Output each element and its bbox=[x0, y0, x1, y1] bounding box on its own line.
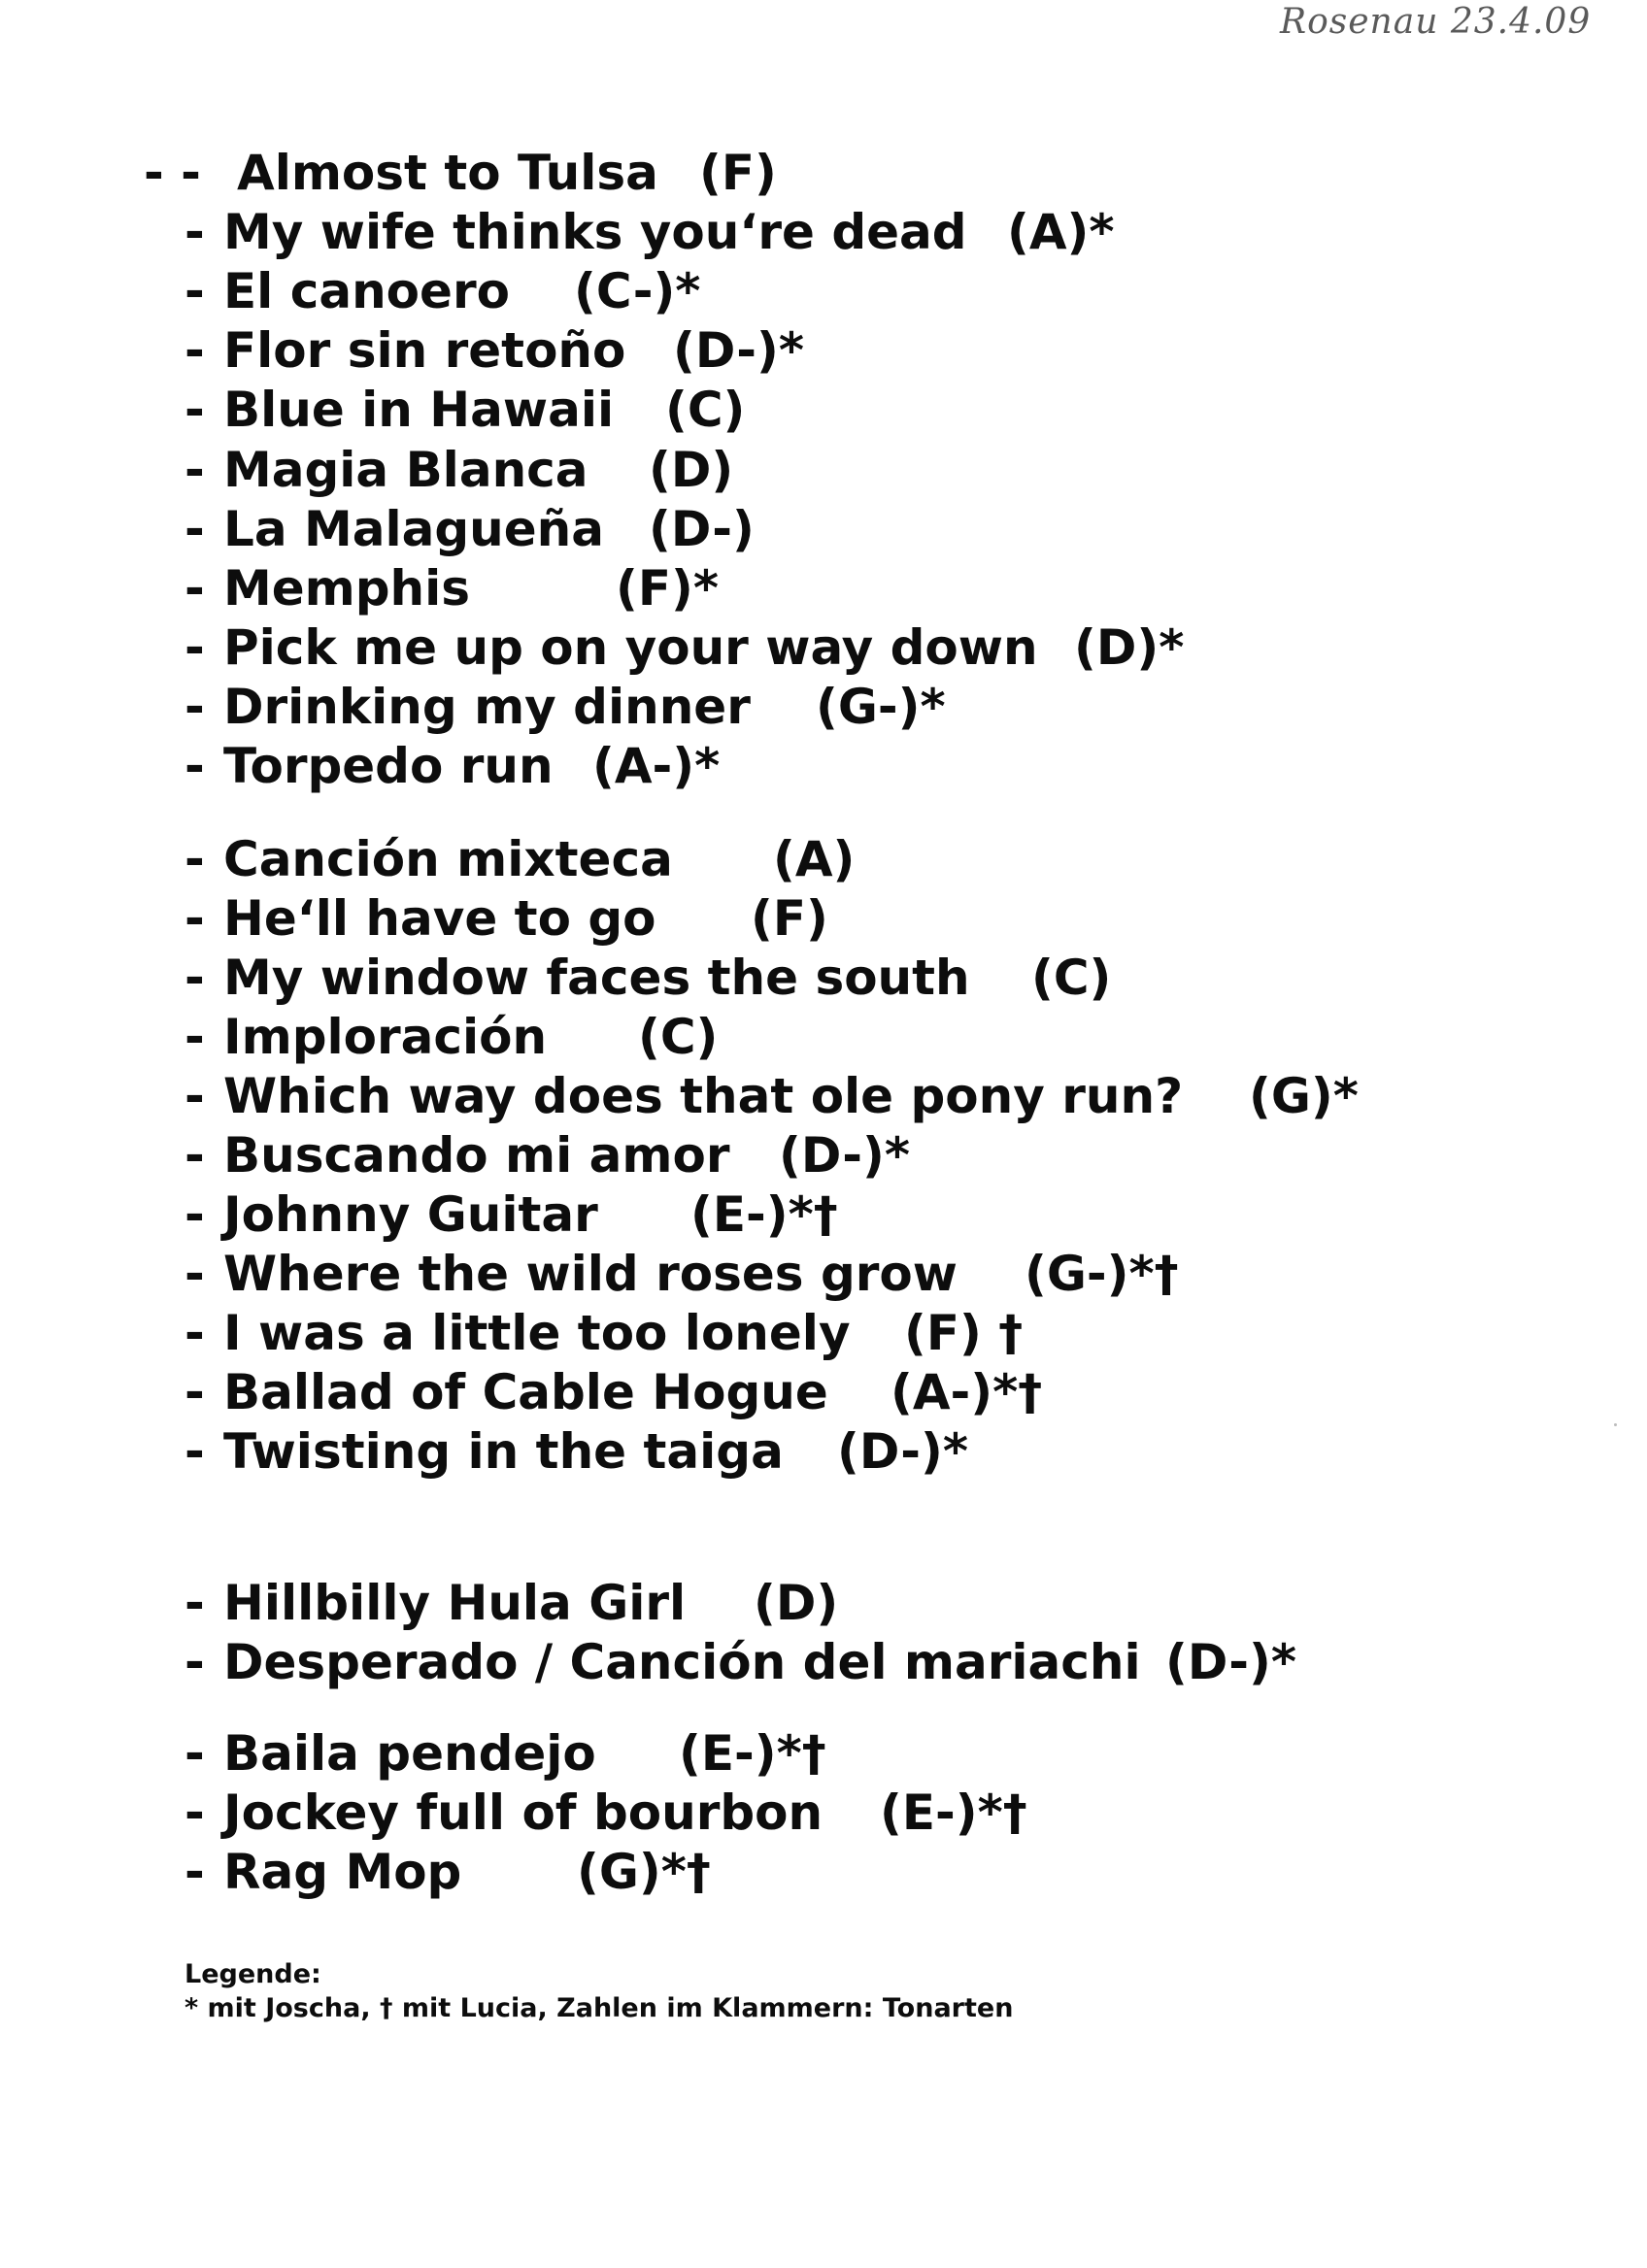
song-key: (F)* bbox=[616, 560, 720, 617]
song-title: Blue in Hawaii bbox=[223, 382, 615, 438]
song-key: (F) bbox=[699, 145, 777, 201]
setlist-row-almost-to-tulsa bbox=[0, 144, 1647, 202]
song-title: Buscando mi amor bbox=[223, 1127, 730, 1184]
row-dash: - bbox=[185, 1246, 205, 1302]
song-title: La Malagueña bbox=[223, 501, 605, 557]
row-dash: - bbox=[185, 322, 205, 379]
song-title: El canoero bbox=[223, 263, 510, 319]
row-dash: - bbox=[185, 560, 205, 617]
row-dash: - bbox=[185, 204, 205, 260]
song-key: (E-)*† bbox=[880, 1784, 1027, 1841]
setlist-row-jockey-full-of-bourbon bbox=[0, 1784, 1647, 1842]
song-title: Ballad of Cable Hogue bbox=[223, 1364, 828, 1420]
song-title: Where the wild roses grow bbox=[223, 1246, 958, 1302]
song-key: (A)* bbox=[1007, 204, 1115, 260]
row-dash: - bbox=[185, 382, 205, 438]
setlist-row-torpedo-run bbox=[0, 737, 1647, 795]
song-title: Drinking my dinner bbox=[223, 679, 751, 735]
row-dash: - bbox=[185, 1186, 205, 1243]
song-title: Pick me up on your way down bbox=[223, 619, 1038, 676]
setlist-row-buscando-mi-amor bbox=[0, 1126, 1647, 1184]
setlist-row-johnny-guitar bbox=[0, 1185, 1647, 1244]
song-key: (G)* bbox=[1249, 1068, 1359, 1124]
song-title: Canción mixteca bbox=[223, 831, 673, 887]
song-key: (G-)* bbox=[816, 679, 946, 735]
song-title: Twisting in the taiga bbox=[223, 1423, 784, 1480]
song-key: (C) bbox=[665, 382, 746, 438]
row-dash: - bbox=[185, 1575, 205, 1631]
song-key: (A-)*† bbox=[891, 1364, 1043, 1420]
row-dash: - - bbox=[144, 145, 201, 201]
song-title: My window faces the south bbox=[223, 950, 970, 1006]
row-dash: - bbox=[185, 890, 205, 947]
setlist-row-imploracion bbox=[0, 1008, 1647, 1066]
song-title: Desperado / Canción del mariachi bbox=[223, 1634, 1141, 1690]
song-title: My wife thinks you‘re dead bbox=[223, 204, 967, 260]
song-key: (D-)* bbox=[673, 322, 805, 379]
setlist-row-memphis bbox=[0, 559, 1647, 617]
row-dash: - bbox=[185, 1725, 205, 1782]
song-key: (C) bbox=[1031, 950, 1112, 1006]
song-title: Almost to Tulsa bbox=[237, 145, 658, 201]
setlist-row-baila-pendejo bbox=[0, 1724, 1647, 1783]
row-dash: - bbox=[185, 1423, 205, 1480]
song-title: I was a little too lonely bbox=[223, 1305, 851, 1361]
row-dash: - bbox=[185, 1305, 205, 1361]
scan-speck bbox=[1614, 1423, 1617, 1426]
song-key: (D) bbox=[649, 442, 734, 498]
row-dash: - bbox=[185, 619, 205, 676]
song-key: (C-)* bbox=[574, 263, 701, 319]
setlist-row-my-window-faces-the-south bbox=[0, 949, 1647, 1007]
legend-text: * mit Joscha, † mit Lucia, Zahlen im Klammern: Tonarten bbox=[185, 1993, 1014, 2023]
song-title: Hillbilly Hula Girl bbox=[223, 1575, 687, 1631]
setlist-row-la-malaguena bbox=[0, 500, 1647, 558]
row-dash: - bbox=[185, 263, 205, 319]
setlist-row-magia-blanca bbox=[0, 441, 1647, 499]
row-dash: - bbox=[185, 1844, 205, 1900]
row-dash: - bbox=[185, 1127, 205, 1184]
setlist-row-cancion-mixteca bbox=[0, 830, 1647, 888]
handwritten-date-note: Rosenau 23.4.09 bbox=[1280, 2, 1592, 42]
song-key: (A-)* bbox=[592, 738, 721, 794]
row-dash: - bbox=[185, 950, 205, 1006]
row-dash: - bbox=[185, 1068, 205, 1124]
song-key: (E-)*† bbox=[690, 1186, 838, 1243]
song-key: (G-)*† bbox=[1025, 1246, 1179, 1302]
song-key: (F) bbox=[751, 890, 828, 947]
row-dash: - bbox=[185, 679, 205, 735]
setlist-row-desperado-cancion-del-mariachi bbox=[0, 1633, 1647, 1691]
song-key: (D-)* bbox=[837, 1423, 969, 1480]
setlist-row-pick-me-up-on-your-way-down bbox=[0, 618, 1647, 677]
song-title: Rag Mop bbox=[223, 1844, 462, 1900]
row-dash: - bbox=[185, 1009, 205, 1065]
song-title: Imploración bbox=[223, 1009, 548, 1065]
setlist-row-blue-in-hawaii bbox=[0, 381, 1647, 439]
setlist-row-flor-sin-retono bbox=[0, 321, 1647, 380]
row-dash: - bbox=[185, 1364, 205, 1420]
song-title: Torpedo run bbox=[223, 738, 554, 794]
setlist-row-hell-have-to-go bbox=[0, 889, 1647, 948]
row-dash: - bbox=[185, 1784, 205, 1841]
song-title: Johnny Guitar bbox=[223, 1186, 598, 1243]
song-key: (D-) bbox=[649, 501, 755, 557]
setlist-row-which-way-does-that-ole-pony-run bbox=[0, 1067, 1647, 1125]
song-title: Memphis bbox=[223, 560, 471, 617]
setlist-row-i-was-a-little-too-lonely bbox=[0, 1304, 1647, 1362]
legend-title: Legende: bbox=[185, 1959, 321, 1989]
setlist-row-where-the-wild-roses-grow bbox=[0, 1245, 1647, 1303]
song-title: Baila pendejo bbox=[223, 1725, 596, 1782]
setlist-row-twisting-in-the-taiga bbox=[0, 1422, 1647, 1481]
song-key: (D-)* bbox=[1165, 1634, 1297, 1690]
song-key: (G)*† bbox=[577, 1844, 711, 1900]
setlist-row-drinking-my-dinner bbox=[0, 678, 1647, 736]
setlist-row-el-canoero bbox=[0, 262, 1647, 320]
song-key: (F) † bbox=[904, 1305, 1024, 1361]
row-dash: - bbox=[185, 442, 205, 498]
song-key: (C) bbox=[638, 1009, 719, 1065]
row-dash: - bbox=[185, 738, 205, 794]
song-key: (D) bbox=[754, 1575, 839, 1631]
setlist-row-my-wife-thinks-youre-dead bbox=[0, 203, 1647, 261]
song-title: He‘ll have to go bbox=[223, 890, 656, 947]
song-key: (D-)* bbox=[779, 1127, 911, 1184]
song-key: (E-)*† bbox=[679, 1725, 826, 1782]
setlist-row-hillbilly-hula-girl bbox=[0, 1574, 1647, 1632]
song-key: (D)* bbox=[1074, 619, 1185, 676]
song-title: Flor sin retoño bbox=[223, 322, 626, 379]
song-title: Which way does that ole pony run? bbox=[223, 1068, 1184, 1124]
song-title: Magia Blanca bbox=[223, 442, 588, 498]
setlist-row-ballad-of-cable-hogue bbox=[0, 1363, 1647, 1421]
song-key: (A) bbox=[773, 831, 856, 887]
song-title: Jockey full of bourbon bbox=[223, 1784, 824, 1841]
setlist-row-rag-mop bbox=[0, 1843, 1647, 1901]
row-dash: - bbox=[185, 831, 205, 887]
row-dash: - bbox=[185, 501, 205, 557]
row-dash: - bbox=[185, 1634, 205, 1690]
